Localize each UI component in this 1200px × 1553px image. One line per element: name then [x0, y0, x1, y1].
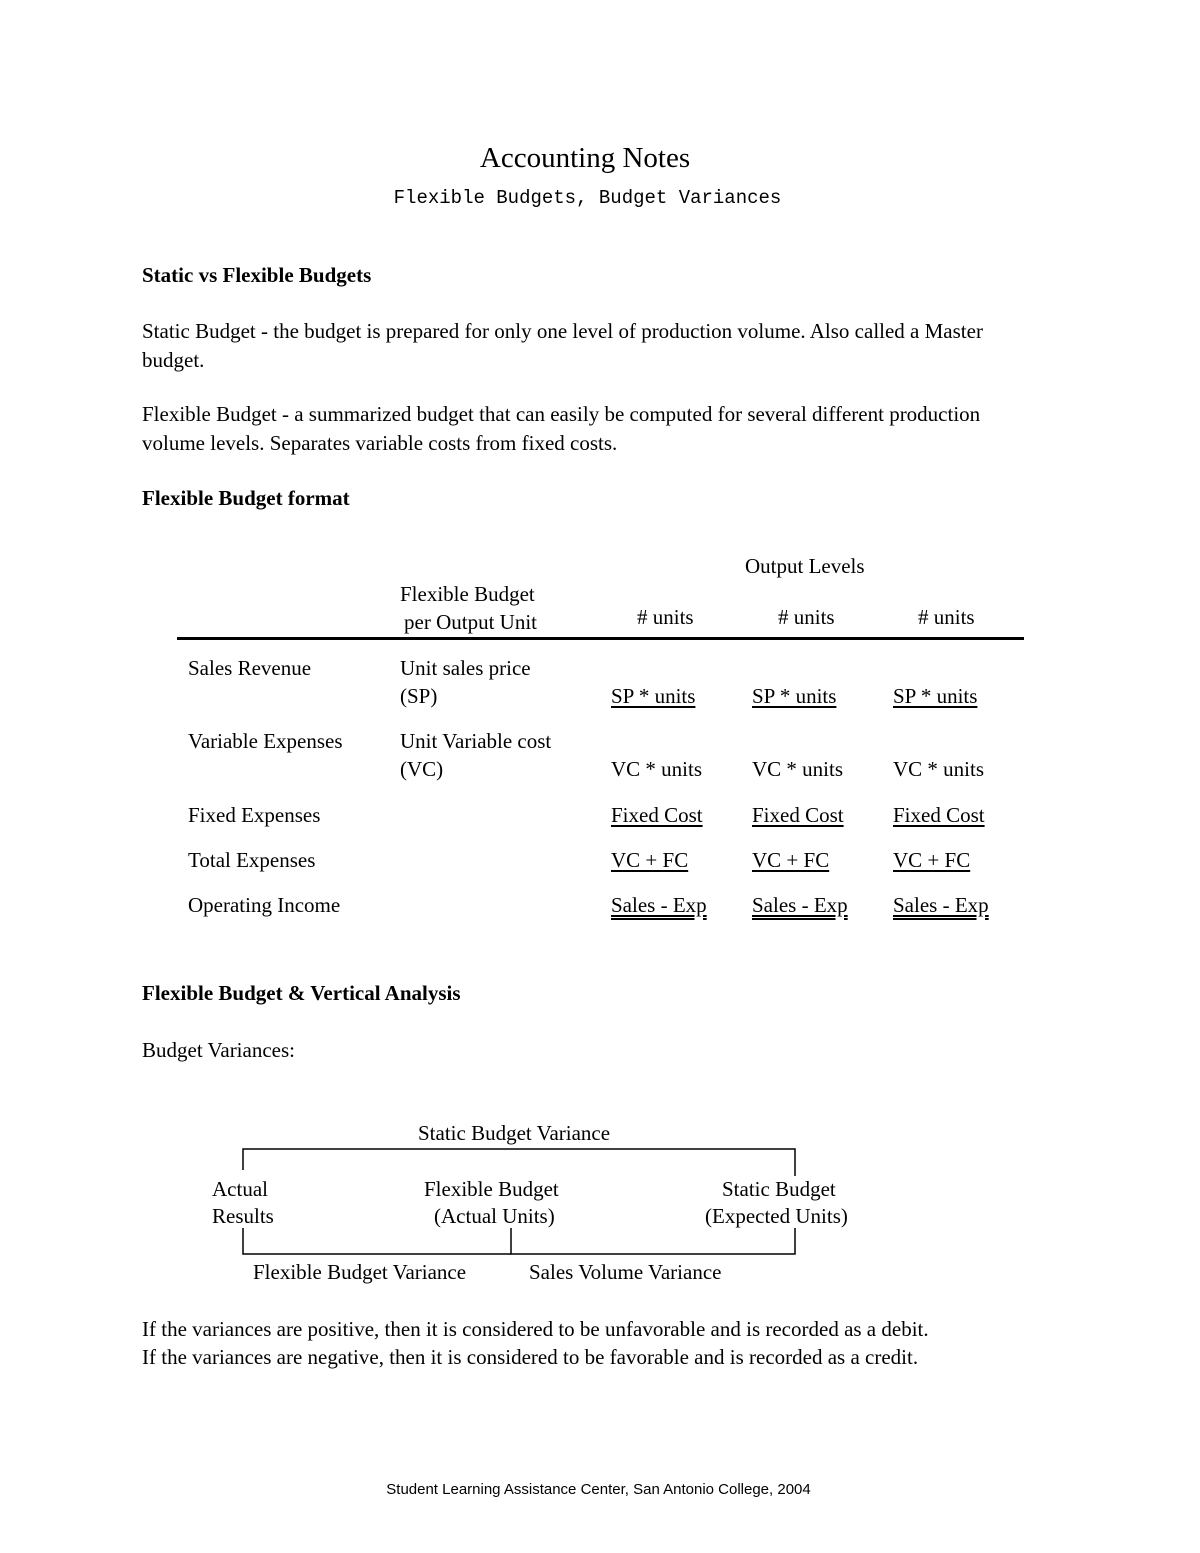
table-cell: VC + FC	[893, 848, 971, 872]
level-header-1: # units	[637, 605, 694, 629]
variance-rule-negative: If the variances are negative, then it is considered to be favorable and is recorded as a credit.	[142, 1345, 919, 1369]
row-unit-variable-line2: (VC)	[400, 757, 444, 781]
flexible-budget-line1: Flexible Budget	[424, 1177, 559, 1201]
flexible-budget-line2: (Actual Units)	[434, 1204, 555, 1228]
table-cell: VC + FC	[752, 848, 830, 872]
sales-volume-variance-bracket	[511, 1228, 795, 1254]
row-label-total-expenses: Total Expenses	[188, 848, 316, 872]
table-cell: Fixed Cost	[611, 803, 703, 827]
row-unit-sales-line2: (SP)	[400, 684, 438, 708]
page-footer: Student Learning Assistance Center, San Antonio College, 2004	[386, 1481, 811, 1498]
table-cell: Sales - Exp	[611, 893, 707, 917]
actual-results-line1: Actual	[212, 1177, 268, 1201]
static-budget-variance-label: Static Budget Variance	[418, 1121, 611, 1145]
table-cell: SP * units	[611, 684, 696, 708]
static-variance-bracket	[243, 1149, 795, 1176]
table-cell: Fixed Cost	[893, 803, 985, 827]
table-cell: VC * units	[893, 757, 985, 781]
flexible-variance-bracket	[243, 1228, 511, 1254]
section-heading-vertical-analysis: Flexible Budget & Vertical Analysis	[142, 981, 461, 1005]
table-cell: VC * units	[611, 757, 703, 781]
section-heading-flexible-format: Flexible Budget format	[142, 486, 350, 510]
level-header-3: # units	[918, 605, 975, 629]
budget-variances-label: Budget Variances:	[142, 1038, 295, 1062]
table-cell: Fixed Cost	[752, 803, 844, 827]
table-cell: SP * units	[752, 684, 837, 708]
unit-column-header-line1: Flexible Budget	[400, 582, 535, 606]
output-levels-header: Output Levels	[745, 554, 865, 578]
sales-volume-variance-label: Sales Volume Variance	[529, 1260, 722, 1284]
row-unit-variable-line1: Unit Variable cost	[400, 729, 552, 753]
section-heading-static-vs-flexible: Static vs Flexible Budgets	[142, 263, 372, 287]
level-header-2: # units	[778, 605, 835, 629]
flexible-budget-variance-label: Flexible Budget Variance	[253, 1260, 467, 1284]
page-title: Accounting Notes	[479, 142, 691, 174]
static-budget-line2: (Expected Units)	[705, 1204, 848, 1228]
table-cell: VC * units	[752, 757, 844, 781]
row-label-fixed-expenses: Fixed Expenses	[188, 803, 321, 827]
static-budget-paragraph: Static Budget - the budget is prepared for only one level of production volume. Also called a Master budget.	[142, 319, 983, 372]
table-cell: Sales - Exp	[893, 893, 989, 917]
variance-rule-positive: If the variances are positive, then it is considered to be unfavorable and is recorded as a debit.	[142, 1317, 929, 1341]
row-label-sales-revenue: Sales Revenue	[188, 656, 312, 680]
static-budget-line1: Static Budget	[722, 1177, 836, 1201]
flexible-budget-paragraph: Flexible Budget - a summarized budget that can easily be computed for several different production volume levels. Separates variable costs from fixed costs.	[142, 402, 981, 455]
row-label-operating-income: Operating Income	[188, 893, 341, 917]
row-label-variable-expenses: Variable Expenses	[188, 729, 343, 753]
table-cell: Sales - Exp	[752, 893, 848, 917]
row-unit-sales-line1: Unit sales price	[400, 656, 531, 680]
table-cell: VC + FC	[611, 848, 689, 872]
actual-results-line2: Results	[212, 1204, 274, 1228]
unit-column-header-line2: per Output Unit	[404, 610, 537, 634]
table-cell: SP * units	[893, 684, 978, 708]
page-subtitle: Flexible Budgets, Budget Variances	[393, 187, 782, 209]
